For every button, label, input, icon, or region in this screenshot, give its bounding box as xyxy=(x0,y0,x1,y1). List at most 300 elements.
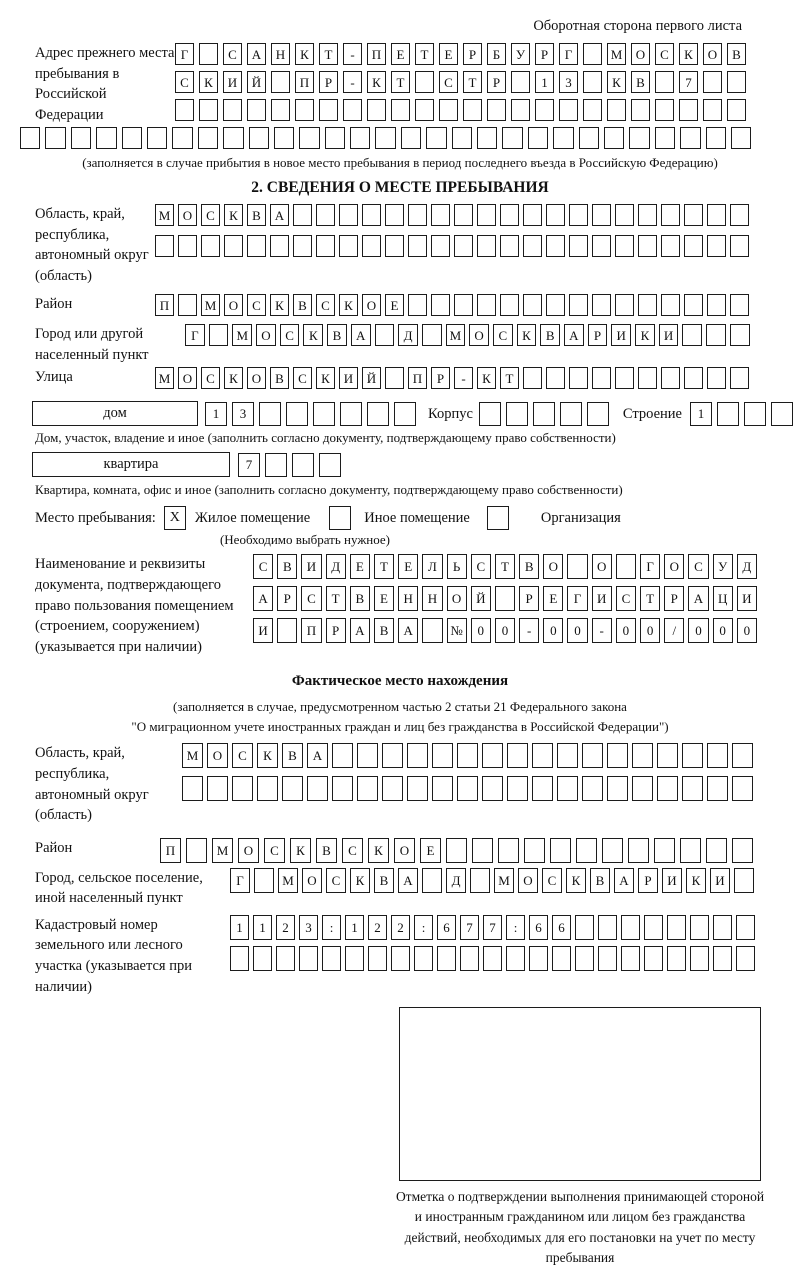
char-cell[interactable]: 2 xyxy=(368,915,387,940)
char-cell[interactable] xyxy=(477,127,497,149)
char-cell[interactable] xyxy=(71,127,91,149)
char-cell[interactable] xyxy=(703,71,722,93)
char-cell[interactable]: И xyxy=(611,324,631,346)
char-cell[interactable]: Т xyxy=(415,43,434,65)
char-cell[interactable] xyxy=(415,99,434,121)
char-cell[interactable] xyxy=(602,838,623,863)
char-cell[interactable] xyxy=(511,99,530,121)
char-cell[interactable]: 3 xyxy=(299,915,318,940)
char-cell[interactable]: Р xyxy=(487,71,506,93)
char-cell[interactable]: А xyxy=(688,586,708,611)
char-cell[interactable] xyxy=(299,127,319,149)
char-cell[interactable] xyxy=(293,204,312,226)
char-cell[interactable]: № xyxy=(447,618,467,643)
char-cell[interactable] xyxy=(615,204,634,226)
char-cell[interactable]: А xyxy=(398,618,418,643)
char-cell[interactable] xyxy=(550,838,571,863)
char-cell[interactable] xyxy=(147,127,167,149)
char-cell[interactable] xyxy=(277,618,297,643)
char-cell[interactable] xyxy=(557,743,578,768)
char-cell[interactable] xyxy=(532,743,553,768)
char-cell[interactable]: В xyxy=(540,324,560,346)
char-cell[interactable] xyxy=(385,367,404,389)
char-cell[interactable] xyxy=(432,776,453,801)
char-cell[interactable] xyxy=(575,946,594,971)
char-cell[interactable] xyxy=(339,235,358,257)
char-cell[interactable] xyxy=(736,946,755,971)
char-cell[interactable]: Н xyxy=(398,586,418,611)
char-cell[interactable]: О xyxy=(247,367,266,389)
char-cell[interactable]: 0 xyxy=(616,618,636,643)
char-cell[interactable] xyxy=(299,946,318,971)
char-cell[interactable] xyxy=(655,71,674,93)
char-cell[interactable]: Д xyxy=(398,324,418,346)
char-cell[interactable] xyxy=(394,402,416,426)
char-cell[interactable]: 0 xyxy=(737,618,757,643)
char-cell[interactable] xyxy=(629,127,649,149)
char-cell[interactable]: 0 xyxy=(471,618,491,643)
char-cell[interactable]: Р xyxy=(463,43,482,65)
char-cell[interactable] xyxy=(477,204,496,226)
char-cell[interactable] xyxy=(362,235,381,257)
char-cell[interactable]: Е xyxy=(350,554,370,579)
char-cell[interactable]: М xyxy=(494,868,514,893)
char-cell[interactable] xyxy=(375,324,395,346)
char-cell[interactable] xyxy=(457,743,478,768)
char-cell[interactable]: К xyxy=(517,324,537,346)
char-cell[interactable]: И xyxy=(223,71,242,93)
char-cell[interactable] xyxy=(682,776,703,801)
char-cell[interactable]: Й xyxy=(362,367,381,389)
char-cell[interactable] xyxy=(431,204,450,226)
char-cell[interactable]: К xyxy=(566,868,586,893)
char-cell[interactable] xyxy=(343,99,362,121)
char-cell[interactable]: А xyxy=(270,204,289,226)
char-cell[interactable]: С xyxy=(223,43,242,65)
char-cell[interactable]: О xyxy=(394,838,415,863)
char-cell[interactable] xyxy=(644,946,663,971)
char-cell[interactable]: А xyxy=(351,324,371,346)
char-cell[interactable] xyxy=(382,743,403,768)
char-cell[interactable] xyxy=(661,294,680,316)
char-cell[interactable] xyxy=(332,776,353,801)
char-cell[interactable] xyxy=(583,71,602,93)
char-cell[interactable]: М xyxy=(607,43,626,65)
char-cell[interactable]: С xyxy=(471,554,491,579)
char-cell[interactable] xyxy=(391,99,410,121)
char-cell[interactable]: П xyxy=(367,43,386,65)
char-cell[interactable] xyxy=(182,776,203,801)
char-cell[interactable]: 0 xyxy=(688,618,708,643)
char-cell[interactable] xyxy=(592,294,611,316)
char-cell[interactable]: Т xyxy=(463,71,482,93)
char-cell[interactable]: С xyxy=(280,324,300,346)
char-cell[interactable] xyxy=(249,127,269,149)
char-cell[interactable]: Г xyxy=(640,554,660,579)
char-cell[interactable]: Г xyxy=(567,586,587,611)
char-cell[interactable] xyxy=(732,838,753,863)
char-cell[interactable]: И xyxy=(592,586,612,611)
char-cell[interactable] xyxy=(186,838,207,863)
char-cell[interactable]: И xyxy=(339,367,358,389)
char-cell[interactable] xyxy=(532,776,553,801)
char-cell[interactable] xyxy=(667,946,686,971)
char-cell[interactable] xyxy=(432,743,453,768)
char-cell[interactable] xyxy=(446,838,467,863)
char-cell[interactable] xyxy=(316,235,335,257)
char-cell[interactable]: Т xyxy=(500,367,519,389)
char-cell[interactable] xyxy=(316,204,335,226)
char-cell[interactable]: В xyxy=(316,838,337,863)
char-cell[interactable]: В xyxy=(374,868,394,893)
char-cell[interactable]: 0 xyxy=(495,618,515,643)
char-cell[interactable]: К xyxy=(290,838,311,863)
char-cell[interactable] xyxy=(592,367,611,389)
char-cell[interactable] xyxy=(582,743,603,768)
char-cell[interactable]: 2 xyxy=(391,915,410,940)
char-cell[interactable]: А xyxy=(350,618,370,643)
char-cell[interactable] xyxy=(45,127,65,149)
char-cell[interactable] xyxy=(631,99,650,121)
char-cell[interactable] xyxy=(224,235,243,257)
char-cell[interactable] xyxy=(452,127,472,149)
char-cell[interactable] xyxy=(546,367,565,389)
char-cell[interactable]: П xyxy=(295,71,314,93)
char-cell[interactable] xyxy=(209,324,229,346)
char-cell[interactable]: С xyxy=(232,743,253,768)
char-cell[interactable] xyxy=(734,868,754,893)
char-cell[interactable] xyxy=(706,127,726,149)
char-cell[interactable]: О xyxy=(703,43,722,65)
char-cell[interactable]: А xyxy=(247,43,266,65)
char-cell[interactable]: О xyxy=(224,294,243,316)
char-cell[interactable] xyxy=(727,99,746,121)
char-cell[interactable]: С xyxy=(247,294,266,316)
char-cell[interactable] xyxy=(592,204,611,226)
char-cell[interactable] xyxy=(265,453,287,477)
char-cell[interactable]: А xyxy=(614,868,634,893)
char-cell[interactable] xyxy=(706,324,726,346)
char-cell[interactable]: У xyxy=(713,554,733,579)
char-cell[interactable] xyxy=(482,776,503,801)
char-cell[interactable] xyxy=(661,367,680,389)
char-cell[interactable] xyxy=(546,204,565,226)
char-cell[interactable] xyxy=(680,838,701,863)
char-cell[interactable]: К xyxy=(679,43,698,65)
char-cell[interactable] xyxy=(507,776,528,801)
char-cell[interactable] xyxy=(638,235,657,257)
char-cell[interactable] xyxy=(274,127,294,149)
char-cell[interactable]: : xyxy=(506,915,525,940)
char-cell[interactable]: С xyxy=(201,367,220,389)
char-cell[interactable] xyxy=(736,915,755,940)
char-cell[interactable] xyxy=(638,204,657,226)
char-cell[interactable]: А xyxy=(398,868,418,893)
char-cell[interactable]: С xyxy=(175,71,194,93)
char-cell[interactable]: Л xyxy=(422,554,442,579)
char-cell[interactable]: С xyxy=(688,554,708,579)
char-cell[interactable] xyxy=(325,127,345,149)
char-cell[interactable] xyxy=(155,235,174,257)
char-cell[interactable]: / xyxy=(664,618,684,643)
char-cell[interactable] xyxy=(271,71,290,93)
char-cell[interactable]: М xyxy=(201,294,220,316)
char-cell[interactable]: М xyxy=(232,324,252,346)
char-cell[interactable] xyxy=(367,402,389,426)
char-cell[interactable] xyxy=(431,235,450,257)
char-cell[interactable] xyxy=(582,776,603,801)
char-cell[interactable] xyxy=(479,402,501,426)
char-cell[interactable] xyxy=(270,235,289,257)
char-cell[interactable]: В xyxy=(282,743,303,768)
char-cell[interactable] xyxy=(408,204,427,226)
char-cell[interactable] xyxy=(313,402,335,426)
char-cell[interactable]: Г xyxy=(559,43,578,65)
char-cell[interactable]: 7 xyxy=(483,915,502,940)
char-cell[interactable]: Р xyxy=(319,71,338,93)
char-cell[interactable] xyxy=(657,776,678,801)
char-cell[interactable]: 0 xyxy=(567,618,587,643)
char-cell[interactable] xyxy=(457,776,478,801)
char-cell[interactable]: О xyxy=(543,554,563,579)
char-cell[interactable] xyxy=(707,235,726,257)
char-cell[interactable] xyxy=(616,554,636,579)
char-cell[interactable] xyxy=(524,838,545,863)
char-cell[interactable] xyxy=(523,204,542,226)
char-cell[interactable] xyxy=(385,204,404,226)
char-cell[interactable] xyxy=(500,235,519,257)
char-cell[interactable]: К xyxy=(607,71,626,93)
char-cell[interactable] xyxy=(232,776,253,801)
char-cell[interactable] xyxy=(579,127,599,149)
char-cell[interactable] xyxy=(319,453,341,477)
char-cell[interactable]: О xyxy=(664,554,684,579)
char-cell[interactable]: К xyxy=(224,367,243,389)
char-cell[interactable] xyxy=(367,99,386,121)
char-cell[interactable] xyxy=(460,946,479,971)
char-cell[interactable] xyxy=(482,743,503,768)
char-cell[interactable] xyxy=(713,946,732,971)
char-cell[interactable]: Т xyxy=(326,586,346,611)
char-cell[interactable]: К xyxy=(350,868,370,893)
char-cell[interactable] xyxy=(661,235,680,257)
char-cell[interactable]: О xyxy=(447,586,467,611)
char-cell[interactable] xyxy=(567,554,587,579)
char-cell[interactable]: В xyxy=(374,618,394,643)
char-cell[interactable]: О xyxy=(256,324,276,346)
char-cell[interactable]: П xyxy=(155,294,174,316)
char-cell[interactable]: Е xyxy=(374,586,394,611)
char-cell[interactable] xyxy=(703,99,722,121)
char-cell[interactable] xyxy=(407,743,428,768)
char-cell[interactable] xyxy=(661,204,680,226)
char-cell[interactable] xyxy=(682,743,703,768)
char-cell[interactable]: И xyxy=(659,324,679,346)
char-cell[interactable] xyxy=(628,838,649,863)
char-cell[interactable] xyxy=(385,235,404,257)
char-cell[interactable] xyxy=(730,235,749,257)
char-cell[interactable]: Г xyxy=(175,43,194,65)
char-cell[interactable] xyxy=(483,946,502,971)
char-cell[interactable]: В xyxy=(519,554,539,579)
char-cell[interactable]: С xyxy=(542,868,562,893)
char-cell[interactable]: 0 xyxy=(543,618,563,643)
char-cell[interactable]: : xyxy=(322,915,341,940)
char-cell[interactable]: А xyxy=(307,743,328,768)
char-cell[interactable] xyxy=(322,946,341,971)
char-cell[interactable]: О xyxy=(469,324,489,346)
char-cell[interactable] xyxy=(727,71,746,93)
char-cell[interactable] xyxy=(357,776,378,801)
char-cell[interactable] xyxy=(178,235,197,257)
char-cell[interactable] xyxy=(257,776,278,801)
char-cell[interactable]: Р xyxy=(588,324,608,346)
char-cell[interactable]: В xyxy=(270,367,289,389)
char-cell[interactable]: С xyxy=(264,838,285,863)
char-cell[interactable]: О xyxy=(518,868,538,893)
char-cell[interactable]: С xyxy=(493,324,513,346)
char-cell[interactable] xyxy=(426,127,446,149)
char-cell[interactable] xyxy=(178,294,197,316)
char-cell[interactable] xyxy=(583,99,602,121)
char-cell[interactable]: О xyxy=(178,367,197,389)
char-cell[interactable] xyxy=(223,127,243,149)
char-cell[interactable] xyxy=(511,71,530,93)
char-cell[interactable]: П xyxy=(160,838,181,863)
char-cell[interactable]: В xyxy=(327,324,347,346)
char-cell[interactable] xyxy=(575,915,594,940)
char-cell[interactable] xyxy=(569,294,588,316)
char-cell[interactable] xyxy=(502,127,522,149)
char-cell[interactable] xyxy=(717,402,739,426)
char-cell[interactable] xyxy=(199,99,218,121)
char-cell[interactable]: 1 xyxy=(345,915,364,940)
char-cell[interactable] xyxy=(684,367,703,389)
char-cell[interactable]: Д xyxy=(326,554,346,579)
char-cell[interactable] xyxy=(254,868,274,893)
char-cell[interactable] xyxy=(507,743,528,768)
char-cell[interactable] xyxy=(576,838,597,863)
char-cell[interactable] xyxy=(293,235,312,257)
char-cell[interactable]: Т xyxy=(495,554,515,579)
char-cell[interactable] xyxy=(472,838,493,863)
char-cell[interactable] xyxy=(553,127,573,149)
char-cell[interactable] xyxy=(470,868,490,893)
char-cell[interactable] xyxy=(223,99,242,121)
char-cell[interactable] xyxy=(638,294,657,316)
char-cell[interactable] xyxy=(276,946,295,971)
char-cell[interactable] xyxy=(707,367,726,389)
char-cell[interactable]: О xyxy=(178,204,197,226)
char-cell[interactable]: М xyxy=(278,868,298,893)
char-cell[interactable] xyxy=(546,235,565,257)
char-cell[interactable] xyxy=(454,204,473,226)
char-cell[interactable]: Н xyxy=(271,43,290,65)
char-cell[interactable] xyxy=(730,294,749,316)
char-cell[interactable] xyxy=(655,99,674,121)
char-cell[interactable] xyxy=(730,367,749,389)
char-cell[interactable] xyxy=(638,367,657,389)
char-cell[interactable] xyxy=(332,743,353,768)
char-cell[interactable] xyxy=(500,204,519,226)
char-cell[interactable] xyxy=(350,127,370,149)
checkbox-zhiloe[interactable]: X xyxy=(164,506,186,530)
char-cell[interactable]: И xyxy=(737,586,757,611)
char-cell[interactable] xyxy=(731,127,751,149)
char-cell[interactable] xyxy=(621,946,640,971)
char-cell[interactable]: О xyxy=(592,554,612,579)
char-cell[interactable]: - xyxy=(592,618,612,643)
char-cell[interactable]: С xyxy=(616,586,636,611)
char-cell[interactable] xyxy=(295,99,314,121)
char-cell[interactable] xyxy=(607,743,628,768)
char-cell[interactable] xyxy=(583,43,602,65)
char-cell[interactable] xyxy=(247,235,266,257)
char-cell[interactable] xyxy=(454,294,473,316)
char-cell[interactable]: К xyxy=(477,367,496,389)
char-cell[interactable]: 7 xyxy=(238,453,260,477)
char-cell[interactable] xyxy=(259,402,281,426)
char-cell[interactable] xyxy=(498,838,519,863)
char-cell[interactable] xyxy=(730,324,750,346)
char-cell[interactable] xyxy=(357,743,378,768)
char-cell[interactable]: 6 xyxy=(437,915,456,940)
char-cell[interactable]: Б xyxy=(487,43,506,65)
char-cell[interactable] xyxy=(690,915,709,940)
char-cell[interactable]: К xyxy=(295,43,314,65)
char-cell[interactable]: 7 xyxy=(460,915,479,940)
char-cell[interactable]: 7 xyxy=(679,71,698,93)
char-cell[interactable]: О xyxy=(238,838,259,863)
char-cell[interactable] xyxy=(713,915,732,940)
char-cell[interactable] xyxy=(732,743,753,768)
char-cell[interactable] xyxy=(340,402,362,426)
char-cell[interactable] xyxy=(477,294,496,316)
char-cell[interactable]: М xyxy=(155,367,174,389)
char-cell[interactable]: К xyxy=(257,743,278,768)
char-cell[interactable] xyxy=(682,324,702,346)
char-cell[interactable]: Д xyxy=(737,554,757,579)
char-cell[interactable] xyxy=(415,71,434,93)
char-cell[interactable]: Р xyxy=(277,586,297,611)
char-cell[interactable]: - xyxy=(343,43,362,65)
char-cell[interactable]: О xyxy=(631,43,650,65)
char-cell[interactable] xyxy=(744,402,766,426)
checkbox-inoe[interactable] xyxy=(329,506,351,530)
char-cell[interactable] xyxy=(199,43,218,65)
checkbox-organizaciya[interactable] xyxy=(487,506,509,530)
char-cell[interactable]: К xyxy=(316,367,335,389)
char-cell[interactable]: С xyxy=(655,43,674,65)
char-cell[interactable] xyxy=(569,235,588,257)
char-cell[interactable] xyxy=(198,127,218,149)
char-cell[interactable]: О xyxy=(302,868,322,893)
char-cell[interactable]: Г xyxy=(185,324,205,346)
char-cell[interactable] xyxy=(207,776,228,801)
char-cell[interactable] xyxy=(230,946,249,971)
char-cell[interactable] xyxy=(96,127,116,149)
char-cell[interactable] xyxy=(391,946,410,971)
char-cell[interactable]: С xyxy=(253,554,273,579)
char-cell[interactable]: В xyxy=(247,204,266,226)
char-cell[interactable] xyxy=(690,946,709,971)
char-cell[interactable] xyxy=(684,235,703,257)
char-cell[interactable]: : xyxy=(414,915,433,940)
char-cell[interactable] xyxy=(560,402,582,426)
char-cell[interactable] xyxy=(495,586,515,611)
char-cell[interactable]: Е xyxy=(391,43,410,65)
char-cell[interactable]: 1 xyxy=(253,915,272,940)
